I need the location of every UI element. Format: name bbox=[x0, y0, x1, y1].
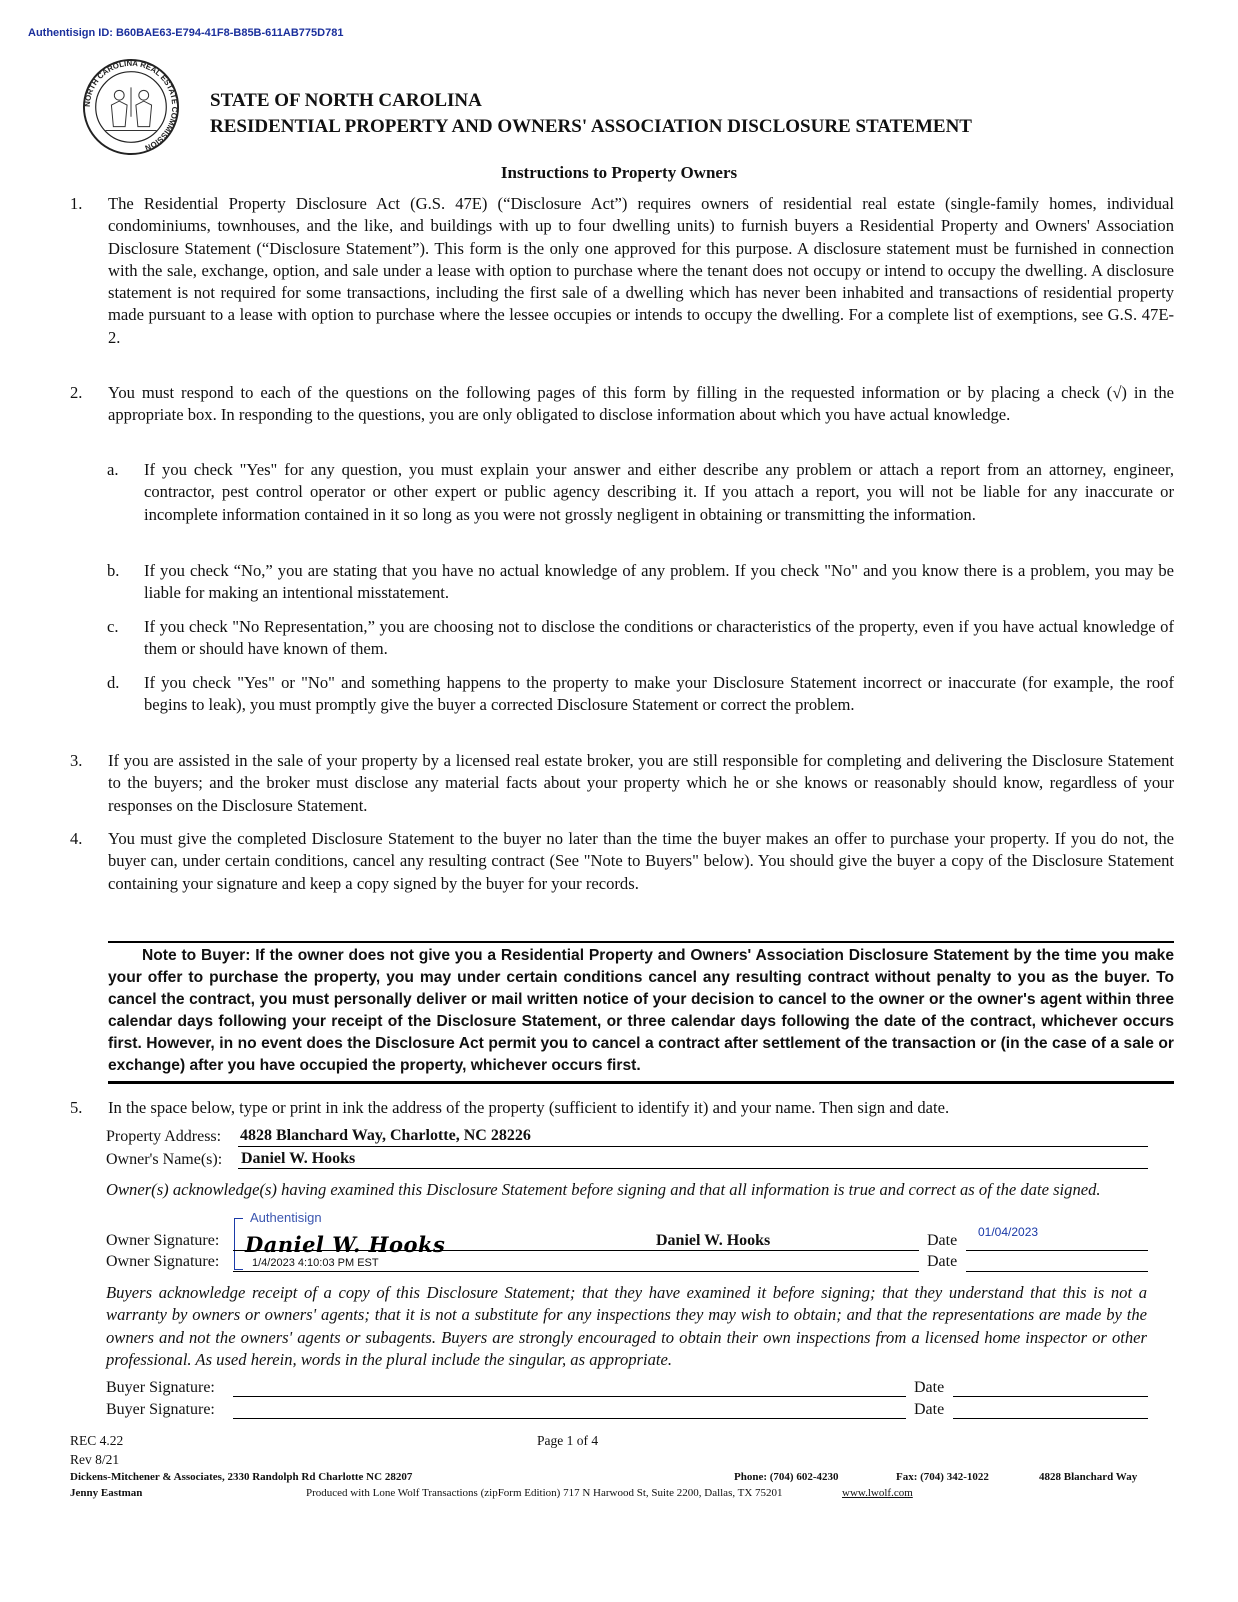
revision: Rev 8/21 bbox=[70, 1452, 120, 1467]
owner-date-value[interactable]: 01/04/2023 bbox=[978, 1225, 1039, 1239]
footer-property-ref: 4828 Blanchard Way bbox=[1039, 1471, 1138, 1483]
buyer-signature-line[interactable] bbox=[233, 1396, 906, 1397]
owner-signature-line-2 bbox=[233, 1271, 919, 1272]
title-line-form: RESIDENTIAL PROPERTY AND OWNERS' ASSOCIATION DISCLOSURE STATEMENT bbox=[210, 116, 972, 137]
owner-signature-line bbox=[233, 1250, 919, 1251]
buyer-date-line[interactable] bbox=[953, 1396, 1148, 1397]
instruction-2d: d. If you check "Yes" or "No" and something happens to the property to make your Disclosure Statement incorrect or inaccurate (for example, the roof begins to leak), you must promptly give the buyer a corrected Disclosure Statement or correct the problem. bbox=[107, 673, 1174, 715]
authentisign-bracket bbox=[234, 1218, 243, 1270]
instructions-heading: Instructions to Property Owners bbox=[500, 163, 738, 182]
signature-timestamp: 1/4/2023 4:10:03 PM EST bbox=[252, 1257, 379, 1269]
owner-names-label: Owner's Name(s): bbox=[106, 1151, 223, 1168]
owner-signature[interactable]: Daniel W. Hooks bbox=[245, 1232, 446, 1257]
footer-phone: Phone: (704) 602-4230 bbox=[734, 1471, 839, 1483]
form-number: REC 4.22 bbox=[70, 1433, 124, 1448]
footer-fax: Fax: (704) 342-1022 bbox=[896, 1471, 989, 1483]
owner-acknowledgement: Owner(s) acknowledge(s) having examined this Disclosure Statement before signing and that all information is true and correct as of the date signed. bbox=[106, 1180, 1101, 1199]
footer-agent: Jenny Eastman bbox=[70, 1487, 143, 1499]
owner-signature-label-2: Owner Signature: bbox=[106, 1253, 220, 1270]
owner-date-line-2 bbox=[966, 1271, 1148, 1272]
buyer-signature-label-2: Buyer Signature: bbox=[106, 1401, 215, 1418]
buyer-date-label-2: Date bbox=[914, 1401, 945, 1418]
authentisign-id: Authentisign ID: B60BAE63-E794-41F8-B85B-611AB775D781 bbox=[28, 27, 344, 39]
instruction-4: 4. You must give the completed Disclosure Statement to the buyer no later than the time the buyer makes an offer to purchase your property. If you do not, the buyer can, under certain conditions, cancel any resulting contract (See "Note to Buyers" below). You should give the buyer a copy of the Disclosure Statement containing your signature and keep a copy signed by the buyer for your records. bbox=[70, 829, 1174, 893]
buyer-acknowledgement: Buyers acknowledge receipt of a copy of this Disclosure Statement; that they have examined it before signing; that they understand that this is not a warranty by owners or owners' agents; that it is not a substitute for any inspections they may wish to obtain; and that the representations are made by the owners and not the owners' agents or subagents. Buyers are strongly encouraged to obtain their own inspections from a licensed home inspector or other professional. As used herein, words in the plural include the singular, as appropriate. bbox=[106, 1283, 1147, 1369]
owner-date-line bbox=[966, 1250, 1148, 1251]
note-to-buyer-box bbox=[108, 941, 1174, 1084]
svg-text:NORTH CAROLINA REAL ESTATE COM: NORTH CAROLINA REAL ESTATE COMMISSION bbox=[82, 58, 180, 153]
instruction-2c: c. If you check "No Representation,” you are choosing not to disclose the conditions or characteristics of the property, even if you have actual knowledge of them or should have known of them. bbox=[107, 617, 1174, 659]
buyer-date-line-2[interactable] bbox=[953, 1418, 1148, 1419]
property-address-line bbox=[238, 1146, 1148, 1147]
instruction-3: 3. If you are assisted in the sale of your property by a licensed real estate broker, you are still responsible for completing and delivering the Disclosure Statement to the buyers; and the broker must disclose any material facts about your property which he or she knows or reasonably should know, regardless of your responses on the Disclosure Statement. bbox=[70, 751, 1174, 815]
property-address-value[interactable]: 4828 Blanchard Way, Charlotte, NC 28226 bbox=[240, 1127, 531, 1144]
instruction-2: 2. You must respond to each of the questions on the following pages of this form by filling in the requested information or by placing a check (√) in the appropriate box. In responding to the questions, you are only obligated to disclose information about which you have actual knowledge. bbox=[70, 383, 1174, 425]
title-line-state: STATE OF NORTH CAROLINA bbox=[210, 90, 482, 111]
owner-date-label: Date bbox=[927, 1232, 958, 1249]
footer-produced-with: Produced with Lone Wolf Transactions (zipForm Edition) 717 N Harwood St, Suite 2200, Dallas, TX 75201 bbox=[306, 1487, 783, 1499]
buyer-signature-label: Buyer Signature: bbox=[106, 1379, 215, 1396]
owner-names-value[interactable]: Daniel W. Hooks bbox=[241, 1150, 356, 1167]
note-to-buyer-text: Note to Buyer: If the owner does not give you a Residential Property and Owners' Association Disclosure Statement by the time you make your offer to purchase the property, you may under certain conditions cancel any resulting contract without penalty to you as the buyer. To cancel the contract, you must personally deliver or mail written notice of your decision to cancel to the owner or the owner's agent within three calendar days following your receipt of the Disclosure Statement, or three calendar days following the date of the contract, whichever occurs first. However, in no event does the Disclosure Act permit you to cancel a contract after settlement of the transaction or (in the case of a sale or exchange) after you have occupied the property, whichever occurs first. bbox=[108, 947, 1174, 1074]
owner-names-line bbox=[238, 1168, 1148, 1169]
instruction-2a: a. If you check "Yes" for any question, you must explain your answer and either describe any problem or attach a report from an attorney, engineer, contractor, pest control operator or other expert or public agency describing it. If you attach a report, you will not be liable for any inaccurate or incomplete information contained in it so long as you were not grossly negligent in obtaining or transmitting the information. bbox=[107, 460, 1174, 524]
owner-printed-name: Daniel W. Hooks bbox=[656, 1232, 771, 1249]
instruction-1: 1. The Residential Property Disclosure Act (G.S. 47E) (“Disclosure Act”) requires owners of residential real estate (single-family homes, individual condominiums, townhouses, and the like, and buildings with up to four dwelling units) to furnish buyers a Residential Property and Owners' Association Disclosure Statement (“Disclosure Statement”). This form is the only one approved for this purpose. A disclosure statement must be furnished in connection with the sale, exchange, option, and sale under a lease with option to purchase where the tenant does not occupy or intend to occupy the dwelling. A disclosure statement is not required for some transactions, including the first sale of a dwelling which has never been inhabited and transactions of residential property made pursuant to a lease with option to purchase where the lessee occupies or intends to occupy the dwelling. For a complete list of exemptions, see G.S. 47E-2. bbox=[70, 194, 1174, 347]
owner-signature-label: Owner Signature: bbox=[106, 1232, 220, 1249]
footer-website-link[interactable]: www.lwolf.com bbox=[842, 1487, 913, 1499]
property-address-label: Property Address: bbox=[106, 1128, 222, 1145]
buyer-signature-line-2[interactable] bbox=[233, 1418, 906, 1419]
document-title bbox=[210, 88, 972, 140]
instruction-2b: b. If you check “No,” you are stating that you have no actual knowledge of any problem. If you check "No" and you know there is a problem, you may be liable for making an intentional misstatement. bbox=[107, 561, 1174, 603]
owner-date-label-2: Date bbox=[927, 1253, 958, 1270]
authentisign-logo: Authentisign bbox=[250, 1210, 322, 1225]
instruction-5: 5. In the space below, type or print in ink the address of the property (sufficient to identify it) and your name. Then sign and date. bbox=[70, 1098, 950, 1117]
nc-real-estate-commission-seal bbox=[82, 58, 180, 156]
page-number: Page 1 of 4 bbox=[537, 1433, 599, 1448]
buyer-date-label: Date bbox=[914, 1379, 945, 1396]
footer-company: Dickens-Mitchener & Associates, 2330 Randolph Rd Charlotte NC 28207 bbox=[70, 1471, 413, 1483]
